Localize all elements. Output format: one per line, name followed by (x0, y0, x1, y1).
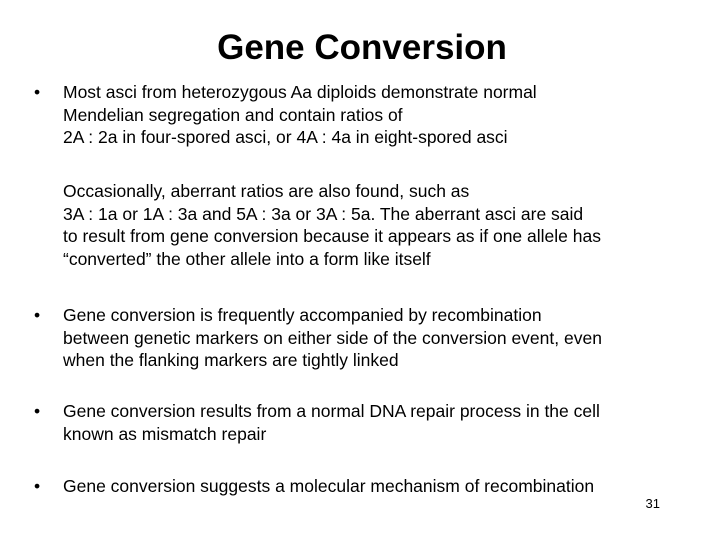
paragraph-text-line: 3A : 1a or 1A : 3a and 5A : 3a or 3A : 5a. The aberrant asci are said (63, 203, 584, 224)
bullet-text-line: between genetic markers on either side of the conversion event, even (63, 327, 602, 348)
bullet-text-line: when the flanking markers are tightly linked (63, 350, 399, 371)
paragraph-text-line: Occasionally, aberrant ratios are also found, such as (63, 181, 470, 201)
bullet-item-recombination (34, 304, 693, 372)
paragraph-text-line: to result from gene conversion because it appears as if one allele has (63, 226, 601, 247)
bullet-text-line: Gene conversion results from a normal DNA repair process in the cell (63, 401, 600, 421)
bullet-text-line: known as mismatch repair (63, 423, 267, 444)
bullet-text-line: Gene conversion is frequently accompanied by recombination (63, 305, 542, 325)
bullet-icon: • (34, 401, 41, 421)
bullet-icon: • (34, 476, 41, 496)
bullet-icon: • (34, 305, 41, 325)
bullet-item-molecular-mechanism (34, 475, 693, 498)
bullet-item-asci-segregation (34, 81, 693, 149)
bullet-icon: • (34, 82, 41, 102)
slide-title: Gene Conversion (217, 28, 507, 67)
bullet-text-line: Most asci from heterozygous Aa diploids demonstrate normal (63, 82, 537, 102)
bullet-text-line: Mendelian segregation and contain ratios of (63, 104, 403, 125)
paragraph-text-line: “converted” the other allele into a form like itself (63, 248, 431, 269)
bullet-item-mismatch-repair (34, 400, 693, 445)
bullet-text-line: Gene conversion suggests a molecular mechanism of recombination (63, 476, 595, 496)
slide-number: 31 (645, 496, 660, 511)
paragraph-aberrant-ratios (63, 180, 693, 270)
bullet-text-line: 2A : 2a in four-spored asci, or 4A : 4a in eight-spored asci (63, 127, 508, 148)
